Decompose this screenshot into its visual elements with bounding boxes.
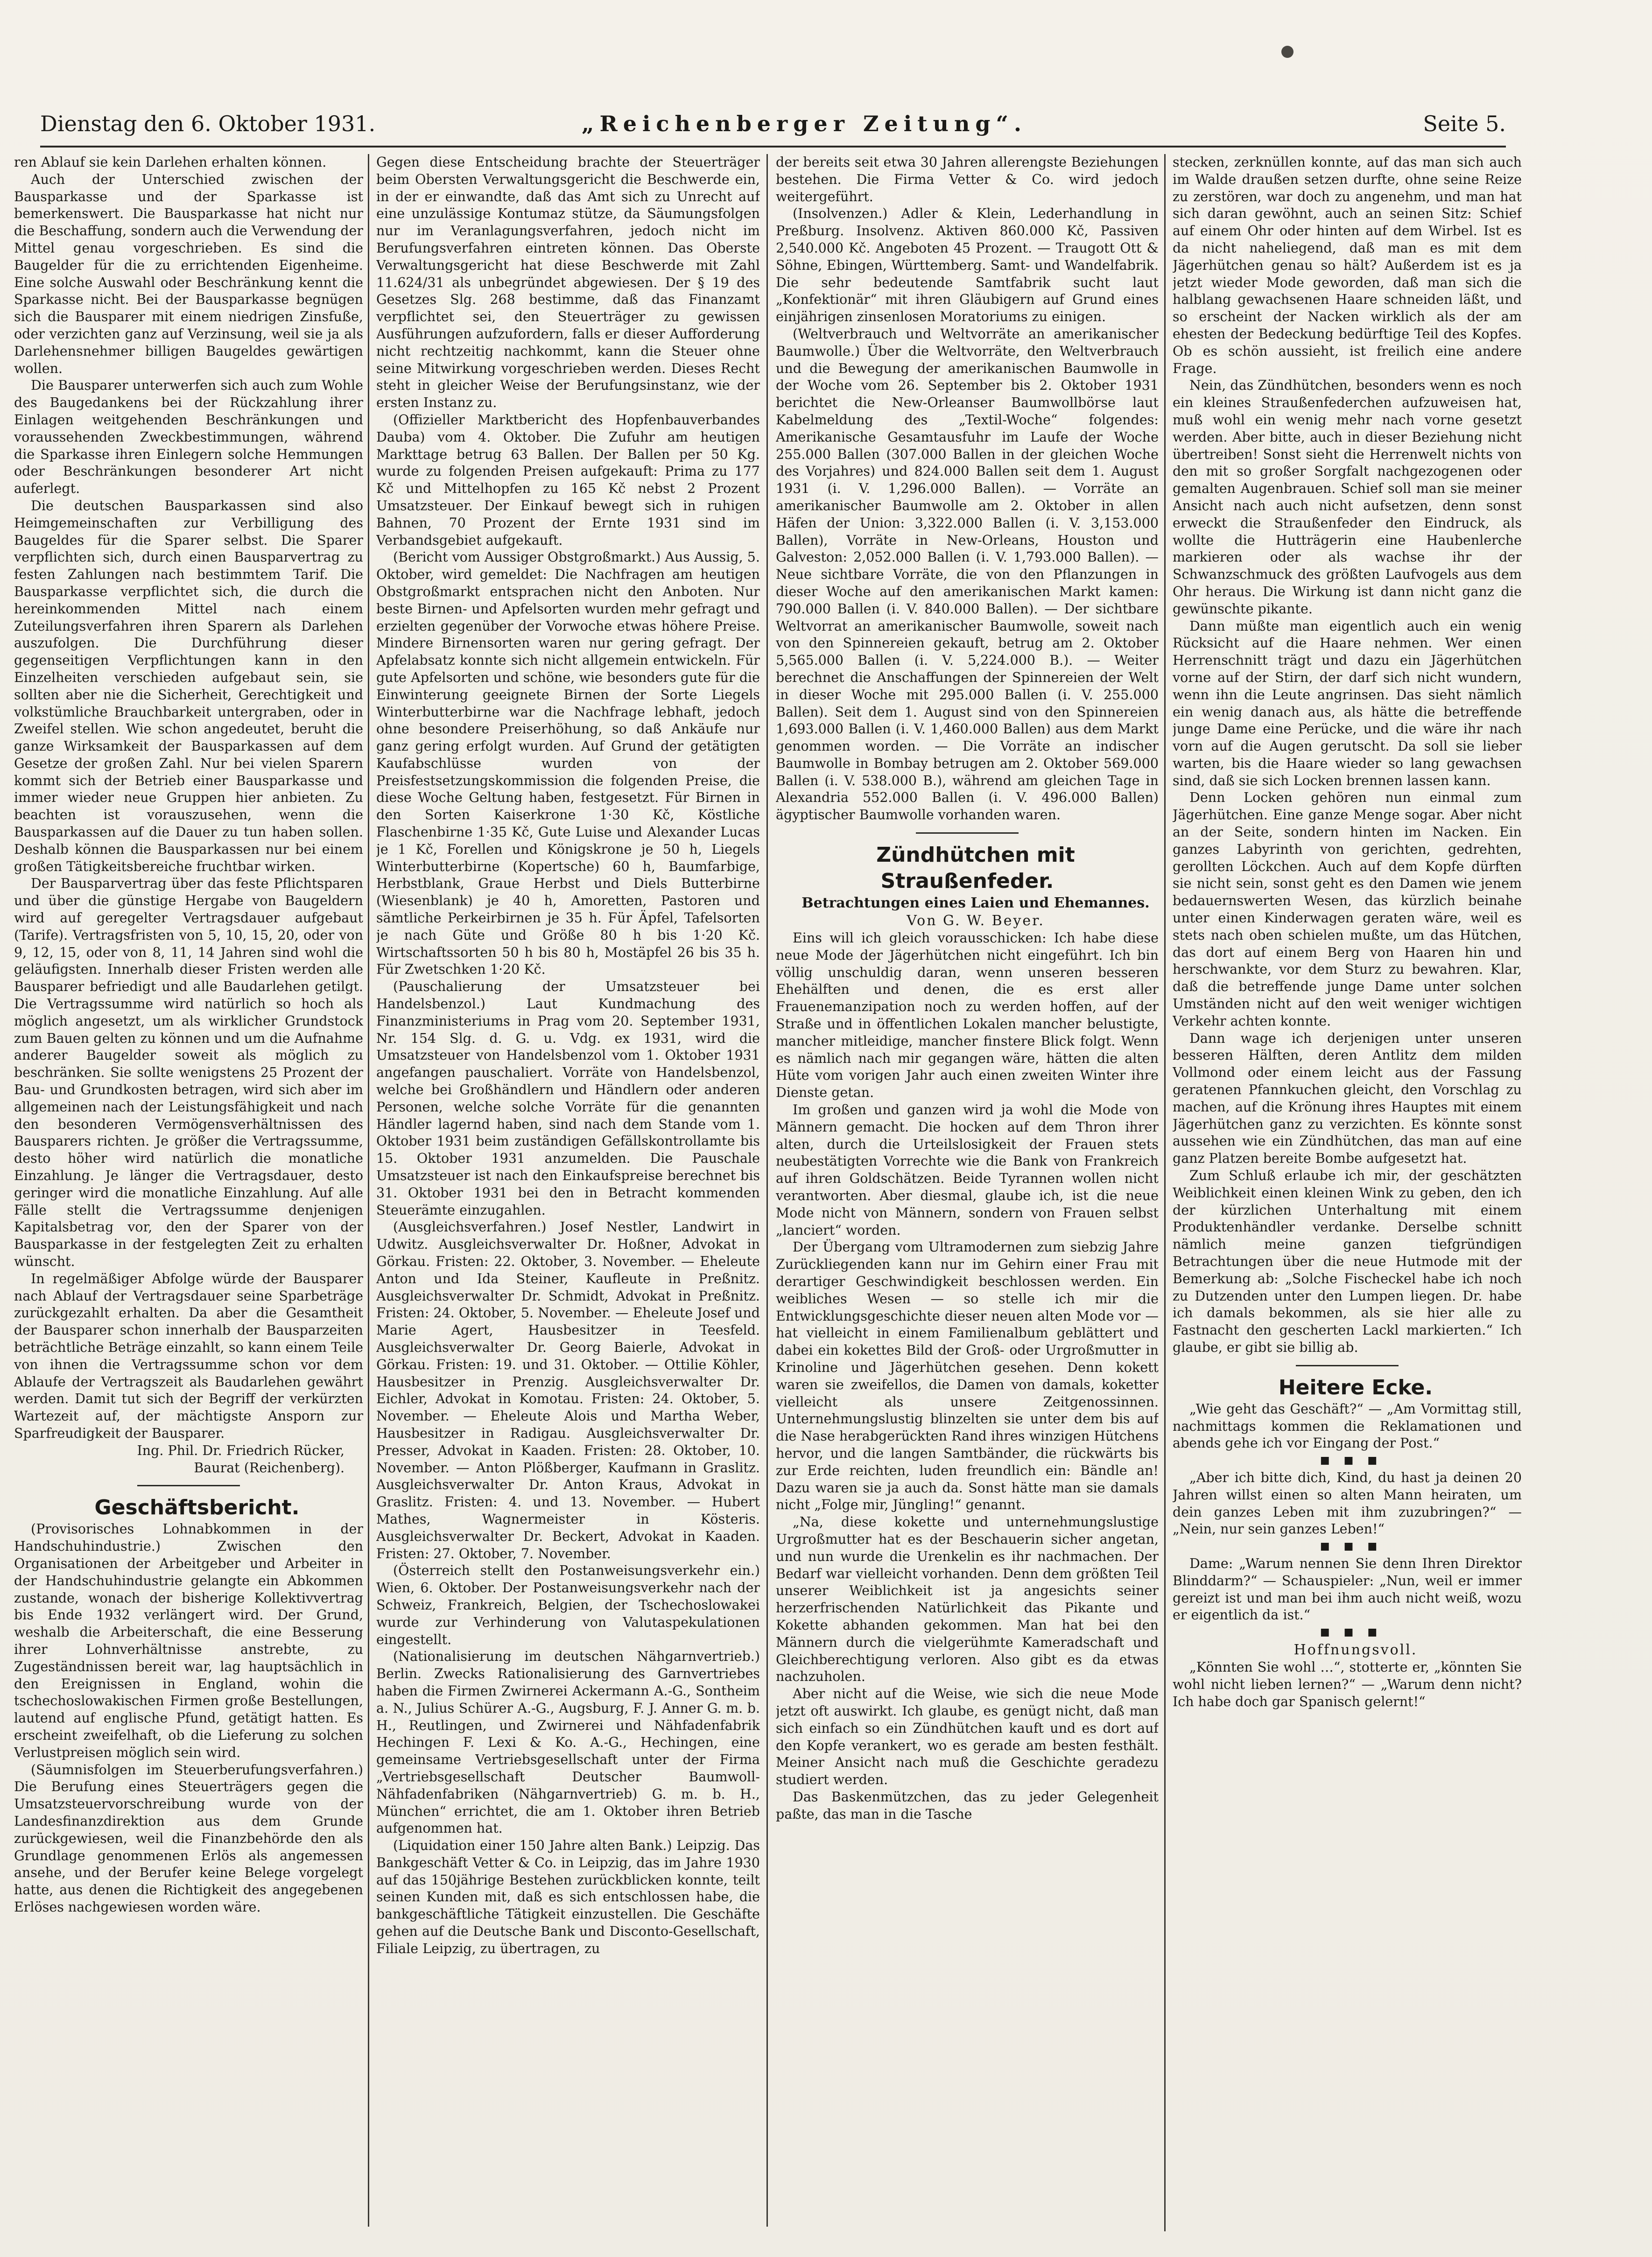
punch-hole — [1281, 46, 1293, 58]
paragraph: Dann wage ich derjenigen unter unseren besseren Hälften, deren Antlitz dem milden Vollmond oder einem leicht aus der Fassung geratenen Pfannkuchen gleicht, den Vorschlag zu machen, auf die Krönung ihres Hauptes mit einem Jägerhütchen ganz zu verzichten. Es könnte sonst aussehen wie ein Zündhütchen, das man auf eine ganz Platzen bereite Bombe aufgesetzt hat. — [1173, 1030, 1522, 1167]
business-item: (Ausgleichsverfahren.) Josef Nestler, Landwirt in Udwitz. Ausgleichsverwalter Dr. Hoßner, Advokat in Görkau. Fristen: 22. Oktober, 3. November. — Eheleute Anton und Ida Steiner, Kaufleute in Preßnitz. Ausgleichsverwalter Dr. Schmidt, Advokat in Preßnitz. Fristen: 24. Oktober, 5. November. — Eheleute Josef und Marie Agert, Hausbesitzer in Teesfeld. Ausgleichsverwalter Dr. Georg Baierle, Advokat in Görkau. Fristen: 19. und 31. Oktober. — Ottilie Köhler, Hausbesitzer in Prenzig. Ausgleichsverwalter Dr. Eichler, Advokat in Komotau. Fristen: 24. Oktober, 5. November. — Eheleute Alois und Martha Weber, Hausbesitzer in Radigau. Ausgleichsverwalter Dr. Presser, Advokat in Kaaden. Fristen: 28. Oktober, 10. November. — Anton Plößberger, Kaufmann in Graslitz. Ausgleichsverwalter Dr. Anton Kraus, Advokat in Graslitz. Fristen: 4. und 13. November. — Hubert Mathes, Wagnermeister in Kösteris. Ausgleichsverwalter Dr. Beckert, Advokat in Kaaden. Fristen: 27. Oktober, 7. November. — [376, 1219, 760, 1561]
feature-title: Zündhütchen mit Straußenfeder. — [876, 843, 1075, 893]
business-item: (Säumnisfolgen im Steuerberufungsverfahren.) Die Berufung eines Steuerträgers gegen die Umsatzsteuervorschreibung wurde von der Landesfinanzdirektion aus dem Grunde zurückgewiesen, weil die Finanzbehörde den als Grundlage genommenen Erlös als angemessen ansehe, und der Berufer keine Belege vorgelegt hatte, aus denen die Richtigkeit des angegebenen Erlöses nachgewiesen worden wäre. — [14, 1762, 363, 1915]
paragraph: ren Ablauf sie kein Darlehen erhalten können. — [14, 155, 327, 170]
paragraph: Die Bausparer unterwerfen sich auch zum Wohle des Baugedankens bei der Rückzahlung ihrer Einlagen weitgehenden Beschränkungen und voraussehenden Zweckbestimmungen, während die Sparkasse ihren Einlegern solche Hemmungen oder Beschränkungen besonderer Art nicht auferlegt. — [14, 378, 363, 497]
business-item: (Nationalisierung im deutschen Nähgarnvertrieb.) Berlin. Zwecks Rationalisierung des Garnvertriebes haben die Firmen Zwirnerei Ackermann A.-G., Sontheim a. N., Julius Schürer A.-G., Augsburg, F. J. Anner G. m. b. H., Reutlingen, und Zwirnerei und Nähfadenfabrik Hechingen F. Lexi & Ko. A.-G., Hechingen, eine gemeinsame Vertriebsgesellschaft unter der Firma „Vertriebsgesellschaft Deutscher Baumwoll-Nähfadenfabriken (Nähgarnvertrieb) G. m. b. H., München“ errichtet, die am 1. Oktober ihren Betrieb aufgenommen hat. — [376, 1649, 760, 1836]
business-item: (Liquidation einer 150 Jahre alten Bank.) Leipzig. Das Bankgeschäft Vetter & Co. in Leipzig, das im Jahre 1930 auf das 150jährige Bestehen zurückblicken konnte, teilt seinen Kunden mit, daß es sich entschlossen habe, die bankgeschäftliche Tätigkeit einzustellen. Die Geschäfte gehen auf die Deutsche Bank und Disconto-Gesellschaft, Filiale Leipzig, zu übertragen, zu — [376, 1838, 760, 1956]
paragraph: Denn Locken gehören nun einmal zum Jägerhütchen. Eine ganze Menge sogar. Aber nicht an der Seite, sondern hinten im Nacken. Ein ganzes Labyrinth von gerichten, gedrehten, gerollten Löckchen. Auch auf dem Kopfe dürften sie nicht sein, sonst geht es den Damen wie jenem bedauernswerten Wesen, das kürzlich beinahe unter einen Kinderwagen geraten wäre, weil es stets nach oben schielen mußte, um das Hütchen, das dort auf einem Berg von Haaren hin und herschwankte, vor dem Sturz zu bewahren. Klar, daß die betreffende junge Dame unter solchen Umständen nicht auf den weit weniger wichtigen Verkehr achten konnte. — [1173, 790, 1522, 1029]
business-item: (Offizieller Marktbericht des Hopfenbauverbandes Dauba) vom 4. Oktober. Die Zufuhr am heutigen Markttage betrug 63 Ballen. Der Ballen per 50 Kg. wurde zu folgenden Preisen aufgekauft: Prima zu 177 Kč und Mittelhopfen zu 165 Kč nebst 2 Prozent Umsatzsteuer. Der Einkauf bewegt sich in ruhigen Bahnen, 70 Prozent der Ernte 1931 sind im Verbandsgebiet aufgekauft. — [376, 412, 760, 548]
feature-byline: Von G. W. Beyer. — [907, 913, 1045, 929]
star-divider: ■■■ — [1320, 1626, 1392, 1638]
feature-subtitle: Betrachtungen eines Laien und Ehemannes. — [801, 895, 1150, 912]
column-2 — [376, 154, 760, 2227]
divider — [916, 832, 1019, 834]
humor-title: Heitere Ecke. — [1278, 1375, 1433, 1399]
page-number: Seite 5. — [1423, 111, 1506, 136]
newspaper-title: „Reichenberger Zeitung“. — [582, 111, 1027, 136]
business-item: (Weltverbrauch und Weltvorräte an amerikanischer Baumwolle.) Über die Weltvorräte, den Weltverbrauch und die Bewegung der amerikanischen Baumwolle in der Woche vom 26. September bis 2. Oktober 1931 berichtet die New-Orleanser Baumwollbörse laut Kabelmeldung des „Textil-Woche“ folgendes: Amerikanische Gesamtausfuhr im Laufe der Woche 255.000 Ballen (307.000 Ballen in der gleichen Woche des Vorjahres) und 824.000 Ballen seit dem 1. August 1931 (i. V. 1,296.000 Ballen). — Vorräte an amerikanischer Baumwolle am 2. Oktober in allen Häfen der Union: 3,322.000 Ballen (i. V. 3,153.000 Ballen), Vorräte in New-Orleans, Houston und Galveston: 2,052.000 Ballen (i. V. 1,793.000 Ballen). — Neue sichtbare Vorräte, die von den Pflanzungen in dieser Woche auf den amerikanischen Markt kamen: 790.000 Ballen (i. V. 840.000 Ballen). — Der sichtbare Weltvorrat an amerikanischer Baumwolle, soweit nach von den Spinnereien gekauft, betrug am 2. Oktober 5,565.000 Ballen (i. V. 5,224.000 B.). — Weiter berechnet die Anschaffungen der Spinnereien der Welt in dieser Woche mit 295.000 Ballen (i. V. 255.000 Ballen). Seit dem 1. August sind von den Spinnereien 1,693.000 Ballen (i. V. 1,460.000 Ballen) aus dem Markt genommen worden. — Die Vorräte an indischer Baumwolle in Bombay betrugen am 2. Oktober 569.000 Ballen (i. V. 538.000 B.), während am gleichen Tage in Alexandria 552.000 Ballen (i. V. 496.000 Ballen) ägyptischer Baumwolle vorhanden waren. — [776, 326, 1159, 823]
paragraph: Die deutschen Bausparkassen sind also Heimgemeinschaften zur Verbilligung des Baugeldes für die Sparer selbst. Die Sparer verpflichten sich, durch einen Bausparvertrag zu festen Zahlungen nach bestimmtem Tarif. Die Bausparkasse verpflichtet sich, die durch die hereinkommenden Mittel nach einem Zuteilungsverfahren ihren Sparern als Darlehen auszufolgen. Die Durchführung dieser gegenseitigen Verpflichtungen kann in den Einzelheiten verschieden aufgebaut sein, sie sollten aber nie die Sicherheit, Gerechtigkeit und volkstümliche Brauchbarkeit untergraben, oder in Zweifel stellen. Wie schon angedeutet, beruht die ganze Wirksamkeit der Bausparkassen auf dem Gesetze der großen Zahl. Nur bei vielen Sparern kommt sich der Betrieb einer Bausparkasse und immer wieder neue Gruppen hier anbieten. Zu beachten ist vorauszusehen, wenn die Bausparkassen auf die Dauer zu tun haben sollen. Deshalb können die Bausparkassen nur bei einem großen Tätigkeitsbereiche fruchtbar wirken. — [14, 498, 363, 874]
joke: „Aber ich bitte dich, Kind, du hast ja deinen 20 Jahren willst einen so alten Mann heiraten, um dein ganzes Leben mit ihm zuzubringen?“ — „Nein, nur sein ganzes Leben!“ — [1173, 1470, 1522, 1537]
paragraph: Eins will ich gleich vorausschicken: Ich habe diese neue Mode der Jägerhütchen nicht eingeführt. Ich bin völlig unschuldig daran, wenn unseren besseren Ehehälften und denen, die es erst aller Frauenemanzipation noch zu werden hoffen, auf der Straße und in öffentlichen Lokalen mancher belustigte, mancher mitleidige, mancher finstere Blick folgt. Wenn es nämlich nach mir gegangen wäre, hätten die alten Hüte vom vorigen Jahr auch einen zweiten Winter ihre Dienste getan. — [776, 930, 1159, 1101]
paragraph: Der Übergang vom Ultramodernen zum siebzig Jahre Zurückliegenden kann nur im Gehirn einer Frau mit derartiger Geschwindigkeit beschlossen werden. Ein weibliches Wesen — so stelle ich mir die Entwicklungsgeschichte dieser neuen alten Mode vor — hat vielleicht in einem Familienalbum geblättert und dabei ein kokettes Bild der Groß- oder Urgroßmutter in Krinoline und Jägerhütchen gesehen. Denn kokett waren sie zweifellos, die Damen von damals, koketter vielleicht als unsere Zeitgenossinnen. Unternehmungslustig blinzelten sie unter dem bis auf die Nase herabgerückten Rand ihres winzigen Hütchens hervor, und die langen Samtbänder, die rückwärts bis zur Erde reichten, luden freundlich ein: Bändle an! Dazu waren sie ja auch da. Sonst hätte man sie damals nicht „Folge mir, Jüngling!“ genannt. — [776, 1239, 1159, 1513]
column-rule — [766, 154, 768, 2227]
paragraph: Auch der Unterschied zwischen der Bausparkasse und der Sparkasse ist bemerkenswert. Die Bausparkasse hat nicht nur die Beschaffung, sondern auch die Verwendung der Mittel genau vorgeschrieben. Es sind die Baugelder für die zu errichtenden Eigenheime. Eine solche Auswahl oder Beschränkung kennt die Sparkasse nicht. Bei der Bausparkasse begnügen sich die Bausparer mit einem niedrigen Zinsfuße, oder verzichten ganz auf Verzinsung, weil sie ja als Darlehensnehmer billigen Baugeldes gewärtigen wollen. — [14, 171, 363, 376]
paragraph: Aber nicht auf die Weise, wie sich die neue Mode jetzt oft auswirkt. Ich glaube, es genügt nicht, daß man sich einfach so ein Zündhütchen kauft und es dort auf den Kopfe verankert, wo es gerade am besten festhält. Meiner Ansicht nach muß die Geschichte geradezu studiert werden. — [776, 1686, 1159, 1788]
paragraph: stecken, zerknüllen konnte, auf das man sich auch im Walde draußen setzen durfte, ohne seine Reize zu zerstören, war doch zu angenehm, und man hat sich daran gewöhnt, auch an seinen Sitz: Schief auf einem Ohr oder hinten auf dem Wirbel. Ist es da nicht naheliegend, daß man es mit dem Jägerhütchen genau so hält? Außerdem ist es ja jetzt wieder Mode geworden, daß man sich die halblang gewachsenen Haare schneiden läßt, und so erscheint der Nacken wirklich als der am ehesten der Bedeckung bedürftige Teil des Kopfes. Ob es schön aussieht, ist freilich eine andere Frage. — [1173, 155, 1522, 376]
business-item: (Österreich stellt den Postanweisungsverkehr ein.) Wien, 6. Oktober. Der Postanweisungsverkehr nach der Schweiz, Frankreich, Belgien, der Tschechoslowakei wurde zur Verhinderung von Valutaspekulationen eingestellt. — [376, 1563, 760, 1647]
joke: „Wie geht das Geschäft?“ — „Am Vormittag still, nachmittags kommen die Reklamationen und abends gehe ich vor Eingang der Post.“ — [1173, 1401, 1522, 1451]
column-1 — [14, 154, 363, 2227]
business-item: (Insolvenzen.) Adler & Klein, Lederhandlung in Preßburg. Insolvenz. Aktiven 860.000 Kč, Passiven 2,540.000 Kč. Angeboten 45 Prozent. — Traugott Ott & Söhne, Ebingen, Württemberg. Samt- und Wandelfabrik. Die sehr bedeutende Samtfabrik sucht laut „Konfektionär“ mit ihren Gläubigern auf Grund eines einjährigen zinsenlosen Moratoriums zu einigen. — [776, 206, 1159, 325]
business-item: (Provisorisches Lohnabkommen in der Handschuhindustrie.) Zwischen den Organisationen der Arbeitgeber und Arbeiter in der Handschuhindustrie gelangte ein Abkommen zustande, wonach der bisherige Kollektivvertrag bis Ende 1932 verlängert wird. Der Grund, weshalb die Arbeiterschaft, die eine Besserung ihrer Lohnverhältnisse anstrebte, zu Zugeständnissen bereit war, lag hauptsächlich in den Ereignissen in England, wohin die tschechoslowakischen Firmen große Bestellungen, lautend auf englische Pfund, getätigt hatten. Es erscheint zweifelhaft, ob die Lieferung zu solchen Verlustpreisen möglich sein wird. — [14, 1521, 363, 1760]
business-item: der bereits seit etwa 30 Jahren allerengste Beziehungen bestehen. Die Firma Vetter & Co. wird jedoch weitergeführt. — [776, 155, 1159, 204]
page-header — [40, 108, 1506, 148]
issue-date: Dienstag den 6. Oktober 1931. — [40, 111, 376, 136]
divider — [1296, 1365, 1399, 1366]
column-rule — [368, 154, 369, 2227]
joke: „Könnten Sie wohl …“, stotterte er, „könnten Sie wohl nicht lieben lernen?“ — „Warum denn nicht? Ich habe doch gar Spanisch gelernt!“ — [1173, 1659, 1522, 1709]
paragraph: Im großen und ganzen wird ja wohl die Mode von Männern gemacht. Die hocken auf dem Thron ihrer alten, durch die Urteilslosigkeit der Frauen stets neubestätigten Vorrechte wie die Bank von Frankreich auf ihren Goldschätzen. Beide Tyrannen wollen nicht verantworten. Aber diesmal, glaube ich, ist die neue Mode nicht von Männern, sondern von Frauen selbst „lanciert“ worden. — [776, 1102, 1159, 1238]
paragraph: Das Baskenmützchen, das zu jeder Gelegenheit paßte, das man in die Tasche — [776, 1789, 1159, 1822]
business-item: (Pauschalierung der Umsatzsteuer bei Handelsbenzol.) Laut Kundmachung des Finanzministeriums in Prag vom 20. September 1931, Nr. 154 Slg. d. G. u. Vdg. ex 1931, wird die Umsatzsteuer von Handelsbenzol vom 1. Oktober 1931 angefangen pauschaliert. Vorräte von Handelsbenzol, welche bei Großhändlern und Händlern oder anderen Personen, welche solche Vorräte für die genannten Händler lagernd haben, sind nach dem Stande vom 1. Oktober 1931 beim zuständigen Gefällskontrollamte bis 15. Oktober 1931 anzumelden. Die Pauschale Umsatzsteuer ist nach den Einkaufspreise berechnet bis 31. Oktober 1931 bei den in Betracht kommenden Steuerämte einzugahlen. — [376, 979, 760, 1218]
paragraph: Dann müßte man eigentlich auch ein wenig Rücksicht auf die Haare nehmen. Wer einen Herrenschnitt trägt und dazu ein Jägerhütchen vorne auf der Stirn, der darf sich nicht wundern, wenn ihn die Leute angrinsen. Das sieht nämlich ein wenig danach aus, als hätte die betreffende junge Dame eine Perücke, und die wäre ihr nach vorn auf die Augen gerutscht. Da soll sie lieber warten, bis die Haare wieder so lang gewachsen sind, daß sie sich Locken brennen lassen kann. — [1173, 618, 1522, 788]
joke-title: Hoffnungsvoll. — [1293, 1641, 1418, 1658]
section-title: Geschäftsbericht. — [94, 1496, 300, 1520]
business-item: (Bericht vom Aussiger Obstgroßmarkt.) Aus Aussig, 5. Oktober, wird gemeldet: Die Nachfragen am heutigen Obstgroßmarkt entsprachen nicht den Anboten. Nur beste Birnen- und Apfelsorten wurden mehr gefragt und erzielten gegenüber der Vorwoche etwas höhere Preise. Mindere Birnensorten waren nur gering gefragt. Der Apfelabsatz konnte sich nicht allgemein entwickeln. Für gute Apfelsorten und schöne, wie besonders gute für die Einwinterung geeignete Birnen der Sorte Liegels Winterbutterbirne war die Nachfrage lebhaft, jedoch ohne besondere Preiserhöhung, so daß Ankäufe nur ganz gering erfolgt wurden. Auf Grund der getätigten Kaufabschlüsse wurden von der Preisfestsetzungskommission die folgenden Preise, die diese Woche Geltung haben, festgesetzt. Für Birnen in den Sorten Kaiserkrone 1·30 Kč, Köstliche Flaschenbirne 1·35 Kč, Gute Luise und Alexander Lucas je 1 Kč, Forellen und Königskrone je 50 h, Liegels Winterbutterbirne (Kopertsche) 60 h, Baumfarbige, Herbstblank, Graue Herbst und Diels Butterbirne (Wiesenblank) je 40 h, Amoretten, Pastoren und sämtliche Perkeirbirnen je 35 h. Für Äpfel, Tafelsorten je nach Güte und Größe 80 h bis 1·20 Kč. Wirtschaftssorten 50 h bis 80 h, Mostäpfel 26 bis 35 h. Für Zwetschken 1·20 Kč. — [376, 549, 760, 977]
paragraph: Der Bausparvertrag über das feste Pflichtsparen und über die günstige Hergabe von Baugeldern wird auf geregelter Vertragsdauer aufgebaut (Tarife). Vertragsfristen von 5, 10, 15, 20, oder von 9, 12, 15, oder von 8, 11, 14 Jahren sind wohl die geläufigsten. Innerhalb dieser Fristen werden alle Bausparer befriedigt und alle Baudarlehen getilgt. Die Vertragssumme wird natürlich so hoch als möglich angesetzt, um als wirklicher Grundstock zum Bauen gelten zu können und um die Aufnahme anderer Baugelder soweit als möglich zu beschränken. Sie sollte wenigstens 25 Prozent der Bau- und Grundkosten betragen, wird sich aber im allgemeinen nach der Leistungsfähigkeit und nach den besonderen Vermögensverhältnissen des Bausparers richten. Je größer die Vertragssumme, desto höher wird natürlich die monatliche Einzahlung. Je länger die Vertragsdauer, desto geringer wird die monatliche Einzahlung. Auf alle Fälle stellt die Vertragssumme denjenigen Kapitalsbetrag vor, den der Sparer von der Bausparkasse in der festgelegten Zeit zu erhalten wünscht. — [14, 876, 363, 1269]
joke: Dame: „Warum nennen Sie denn Ihren Direktor Blinddarm?“ — Schauspieler: „Nun, weil er immer gereizt ist und man bei ihm auch nicht weiß, wozu er eigentlich da ist.“ — [1173, 1555, 1522, 1623]
column-4 — [1173, 154, 1522, 2236]
paragraph: „Na, diese kokette und unternehmungslustige Urgroßmutter hat es der Beschauerin sicher angetan, und nun wurde die Urenkelin es ihr nachmachen. Der Bedarf war vielleicht vorhanden. Denn dem größten Teil unserer Weiblichkeit ist ja angesichts seiner herzerfrischenden Natürlichkeit das Pikante und Kokette abhanden gekommen. Man hat bei den Männern durch die vielgerühmte Kameradschaft und Gleichberechtigung verloren. Also gibt es da etwas nachzuholen. — [776, 1514, 1159, 1685]
star-divider: ■■■ — [1320, 1540, 1392, 1553]
paragraph: Zum Schluß erlaube ich mir, der geschätzten Weiblichkeit einen kleinen Wink zu geben, den ich der kürzlichen Unterhaltung mit einem Produktenhändler verdanke. Derselbe schnitt nämlich meine ganzen tiefgründigen Betrachtungen über die neue Hutmode mit der Bemerkung ab: „Solche Fischeckel habe ich noch zu Dutzenden unter den Lumpen liegen. Dr. habe ich damals bekommen, als sie hier alle zu Fastnacht den gescherten Lackl markierten.“ Ich glaube, er gibt sie billig ab. — [1173, 1168, 1522, 1355]
column-rule — [1164, 154, 1166, 2231]
paragraph: In regelmäßiger Abfolge würde der Bausparer nach Ablauf der Vertragsdauer seine Sparbeträge zurückgezahlt erhalten. Da aber die Gesamtheit der Bausparer schon innerhalb der Bausparzeiten beträchtliche Beträge einzahlt, so kann einem Teile von ihnen die Vertragssumme schon vor dem Ablaufe der Vertragszeit als Baudarlehen gewährt werden. Damit tut sich der Begriff der verkürzten Wartezeit auf, der mächtigste Ansporn zur Sparfreudigkeit der Bausparer. — [14, 1271, 363, 1441]
star-divider: ■■■ — [1320, 1455, 1392, 1467]
divider — [137, 1485, 240, 1486]
article-author: Ing. Phil. Dr. Friedrich Rücker, — [137, 1442, 344, 1458]
paragraph: Nein, das Zündhütchen, besonders wenn es noch ein kleines Straußenfederchen aufzuweisen hat, muß wohl ein wenig mehr nach vorne gesetzt werden. Aber bitte, auch in dieser Beziehung nicht übertreiben! Sonst sieht die Herrenwelt nichts von den mit so großer Sorgfalt nachgezogenen oder gemalten Augenbrauen. Schief soll man sie meiner Ansicht nach auch nicht aufsetzen, denn sonst erweckt die Straußenfeder den Eindruck, als wollte die Hutträgerin eine Haubenlerche markieren oder als wachse ihr der Schwanzschmuck des größten Laufvogels aus dem Ohr heraus. Die Wirkung ist dann nicht ganz die gewünschte pikante. — [1173, 378, 1522, 617]
article-author-place: Baurat (Reichenberg). — [194, 1460, 344, 1476]
column-3 — [776, 154, 1159, 2236]
business-item: Gegen diese Entscheidung brachte der Steuerträger beim Obersten Verwaltungsgericht die Beschwerde ein, in der er einwandte, daß das Amt sich zu Unrecht auf eine unzulässige Kontumaz stütze, da Säumungsfolgen nur im Veranlagungsverfahren, jedoch nicht im Berufungsverfahren eintreten können. Das Oberste Verwaltungsgericht hat diese Beschwerde mit Zahl 11.624/31 als unbegründet abgewiesen. Der § 19 des Gesetzes Slg. 268 bestimme, daß das Finanzamt verpflichtet sei, den Steuerträger zu gewissen Ausführungen aufzufordern, falls er dieser Aufforderung nicht rechtzeitig nachkommt, kann die Steuer ohne seine Mitwirkung vorgeschrieben werden. Dieses Recht steht in gleicher Weise der Berufungsinstanz, wie der ersten Instanz zu. — [376, 155, 760, 411]
